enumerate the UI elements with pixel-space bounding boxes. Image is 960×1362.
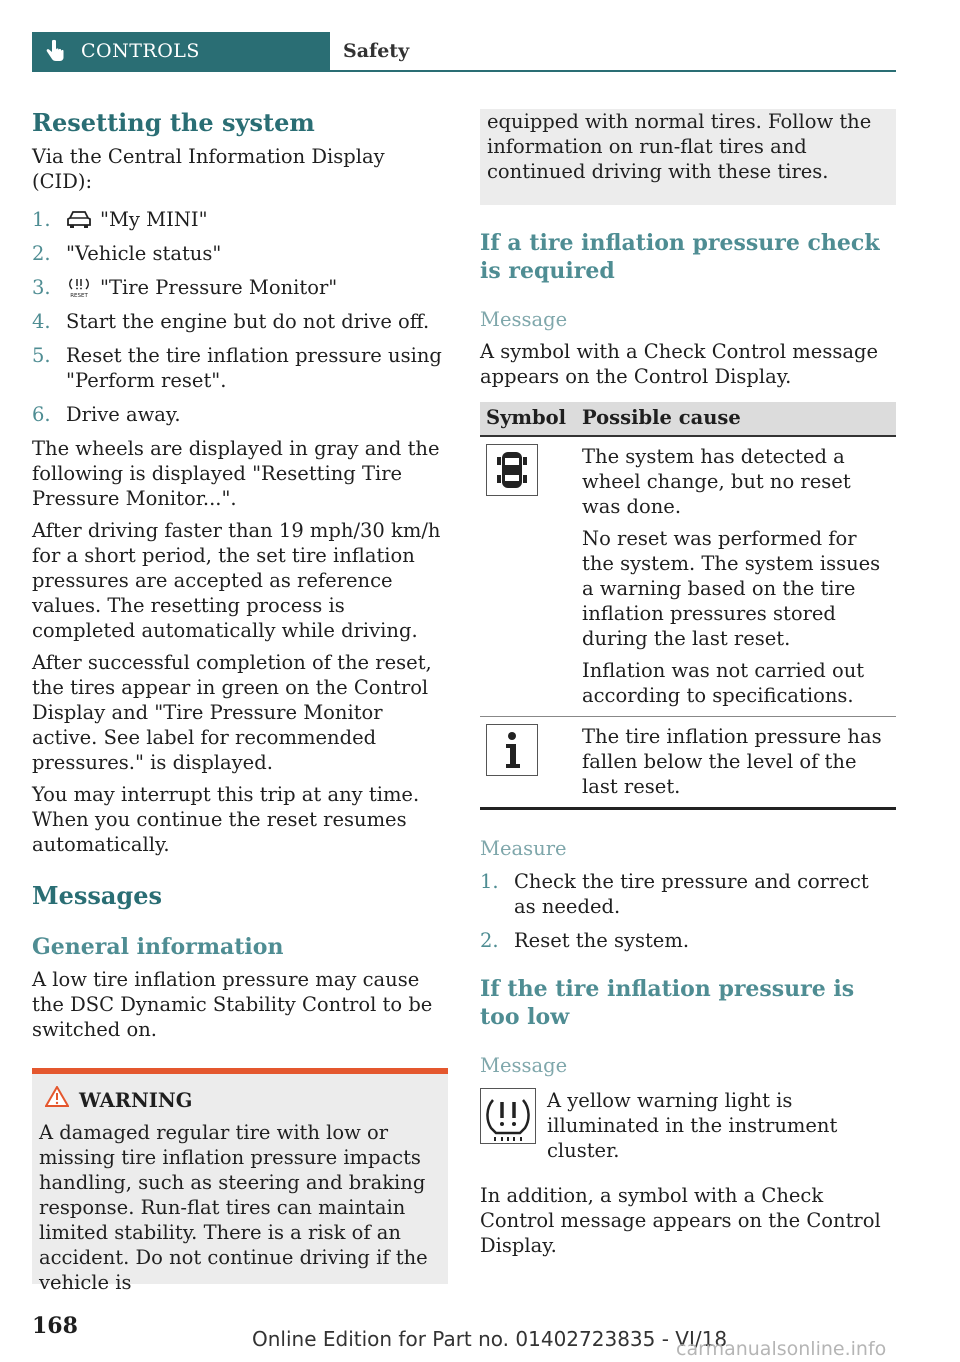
step-number: 1. [480,870,499,893]
cause-inflation: Inflation was not carried out according to specifications. [582,659,865,707]
warning-triangle-icon [45,1086,69,1107]
warning-text: A damaged regular tire with low or missing tire inflation pressure impacts handling, such as steering and braking response. Run-flat tires can maintain limited stability. There is a risk of an accident. Do not continue driving if the vehicle is [39,1121,428,1294]
measure-steps-list [480,869,896,953]
right-column [480,229,896,1265]
paragraph-yellow-light: A yellow warning light is illuminated in the instrument cluster. [547,1089,838,1162]
via-text: Via the Central Information Display (CID): [32,145,385,193]
heading-resetting: Resetting the system [32,108,315,137]
tire-pressure-warning-light-icon [480,1088,536,1144]
table-row [480,717,896,809]
step-text: "Tire Pressure Monitor" [100,276,338,299]
warning-continuation-text: equipped with normal tires. Follow the information on run-flat tires and continued driving with these tires. [487,110,872,183]
step-number: 5. [32,344,51,367]
info-symbol [486,724,538,776]
info-icon [488,726,536,774]
list-item [32,402,448,427]
list-item [32,241,448,266]
svg-text:RESET: RESET [70,293,88,298]
heading-general-information: General information [32,934,284,960]
paragraph-completion: After successful completion of the reset, the tires appear in green on the Control Display and "Tire Pressure Monitor active. See label for recommended pressures." is displayed. [32,651,432,774]
step-text: Reset the tire inflation pressure using "Perform reset". [66,344,442,392]
chapter-title: Safety [343,40,410,62]
section-title: CONTROLS [81,40,200,62]
section-tab [32,32,330,70]
step-number: 1. [32,208,51,231]
column-symbol: Symbol [480,402,576,436]
step-number: 2. [32,242,51,265]
paragraph-wheels-gray: The wheels are displayed in gray and the following is displayed "Resetting Tire Pressure Monitor...". [32,437,440,510]
step-text: Check the tire pressure and correct as needed. [514,870,869,918]
heading-message-2: Message [480,1054,568,1077]
step-number: 6. [32,403,51,426]
list-item [32,309,448,334]
heading-check-required: If a tire inflation pressure check is required [480,230,880,284]
tire-pressure-reset-icon [66,276,92,298]
warning-title [39,1088,441,1113]
table-row [480,436,896,717]
reset-steps-list [32,207,448,427]
symbol-cause-table [480,402,896,810]
cause-below-level: The tire inflation pressure has fallen below the level of the last reset. [582,725,882,798]
warning-light-block [480,1088,896,1163]
column-possible-cause: Possible cause [576,402,896,436]
heading-measure: Measure [480,837,567,860]
paragraph-in-addition: In addition, a symbol with a Check Control message appears on the Control Display. [480,1184,881,1257]
list-item [480,928,896,953]
warning-box [32,1068,448,1294]
warning-title-text: WARNING [79,1089,193,1112]
heading-messages: Messages [32,881,162,910]
list-item [32,343,448,393]
page-number: 168 [32,1313,78,1339]
cause-no-reset: No reset was performed for the system. The system issues a warning based on the tire inflation pressures stored during the last reset. [582,527,881,650]
step-text: "My MINI" [100,208,208,231]
warning-continuation-box [480,109,896,205]
list-item [32,275,448,300]
paragraph-general: A low tire inflation pressure may cause the DSC Dynamic Stability Control to be switched on. [32,968,433,1041]
left-column [32,108,448,1092]
heading-pressure-too-low: If the tire inflation pressure is too low [480,976,855,1030]
page-header [32,32,896,72]
cause-wheel-change: The system has detected a wheel change, but no reset was done. [582,445,851,518]
step-number: 3. [32,276,51,299]
step-text: "Vehicle status" [66,242,222,265]
car-icon [66,210,92,228]
step-text: Reset the system. [514,929,690,952]
watermark: carmanualsonline.info [676,1338,887,1360]
list-item [480,869,896,919]
list-item [32,207,448,232]
pointing-hand-icon [44,39,66,63]
paragraph-driving-faster: After driving faster than 19 mph/30 km/h for a short period, the set tire inflation pressures are accepted as reference values. The resetting process is completed automatically while driving. [32,519,441,642]
car-top-view-icon [488,446,536,494]
paragraph-message: A symbol with a Check Control message appears on the Control Display. [480,340,878,388]
wheel-change-symbol [486,444,538,496]
table-header-row [480,402,896,436]
step-number: 2. [480,929,499,952]
step-text: Start the engine but do not drive off. [66,310,430,333]
heading-message: Message [480,308,568,331]
edition-note: Online Edition for Part no. 01402723835 - VI/18 [252,1327,728,1351]
paragraph-interrupt: You may interrupt this trip at any time. When you continue the reset resumes automatically. [32,783,420,856]
step-text: Drive away. [66,403,181,426]
step-number: 4. [32,310,51,333]
